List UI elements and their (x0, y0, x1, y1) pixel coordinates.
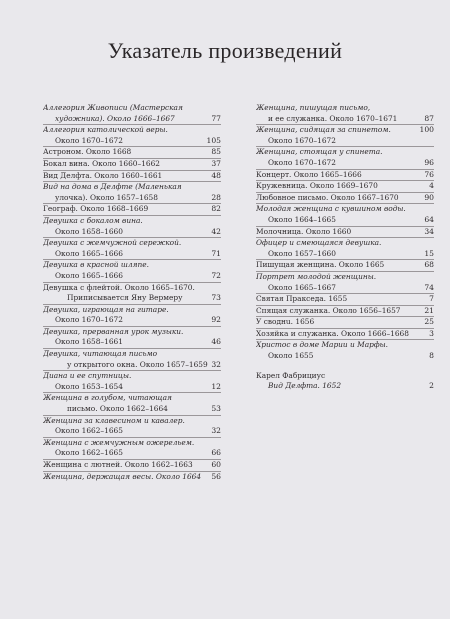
entry-text-line: Девушка, читающая письмо (43, 349, 158, 359)
page-number: 37 (211, 158, 221, 168)
page-number: 74 (424, 282, 434, 292)
index-entry (256, 103, 434, 124)
page-number: 34 (424, 226, 434, 236)
page-number: 42 (211, 226, 221, 236)
index-entry (43, 146, 221, 158)
entry-text-line: Около 1653–1654 (55, 381, 123, 391)
index-entry (256, 226, 434, 238)
entry-text-line: Девушка с бокалом вина. (43, 215, 143, 225)
index-entry (43, 471, 221, 483)
index-entry (43, 170, 221, 182)
page-number: 46 (211, 337, 221, 347)
index-entry (43, 326, 221, 348)
index-entry (256, 371, 434, 382)
entry-text-line: Вид Делфта. Около 1660–1661 (43, 170, 163, 180)
index-entry (43, 158, 221, 170)
page-number: 2 (429, 381, 434, 391)
index-entry (43, 304, 221, 326)
page-number: 100 (419, 125, 434, 135)
page-number: 53 (211, 404, 221, 414)
entry-text-line: Около 1670–1672 (55, 315, 123, 325)
index-entry (256, 203, 434, 225)
entry-text-line: художника). Около 1666–1667 (55, 113, 175, 123)
entry-text-line: Около 1655 (268, 351, 314, 361)
page-number: 96 (424, 157, 434, 167)
page-number: 32 (211, 426, 221, 436)
entry-text-line: Пишущая женщина. Около 1665 (256, 260, 385, 270)
index-entry (256, 259, 434, 271)
entry-text-line: Молодая женщина с кувшином воды. (256, 204, 406, 214)
entry-text-line: Хозяйка и служанка. Около 1666–1668 (256, 328, 409, 338)
page-number: 60 (211, 460, 221, 469)
entry-text-line: Около 1662–1665 (55, 426, 123, 436)
entry-text-line: Офицер и смеющаяся девушка. (256, 238, 382, 248)
entry-text-line: Христос в доме Марии и Марфы. (256, 340, 389, 350)
entry-text-line: Около 1662–1665 (55, 448, 123, 458)
entry-text-line: Вид Делфта. 1652 (268, 381, 342, 391)
entry-text-line: Девушка, играющая на гитаре. (43, 304, 169, 314)
page-number: 48 (211, 170, 221, 180)
index-entry (43, 203, 221, 215)
entry-text-line: Аллегория Живописи (Мастерская (43, 103, 183, 112)
page-number: 12 (211, 381, 221, 391)
index-entry (43, 348, 221, 370)
index-entry (43, 282, 221, 304)
index-entry (256, 328, 434, 340)
index-entry (256, 146, 434, 168)
entry-text-line: Бокал вина. Около 1660–1662 (43, 158, 161, 168)
page-number: 77 (211, 113, 221, 123)
entry-text-line: Около 1657–1660 (268, 248, 336, 258)
index-entry (43, 259, 221, 281)
page-number: 8 (429, 351, 434, 361)
entry-text-line: Около 1670–1672 (268, 135, 336, 145)
index-entry (43, 124, 221, 146)
index-column-left (43, 103, 221, 482)
entry-text-line: Около 1658–1660 (55, 226, 123, 236)
entry-text-line: Около 1665–1666 (55, 248, 123, 258)
index-entry (256, 271, 434, 293)
entry-text-line: Около 1658–1661 (55, 337, 123, 347)
entry-text-line: у открытого окна. Около 1657–1659 (67, 359, 208, 369)
entry-text-line: Девушка, прерванная урок музыки. (43, 326, 184, 336)
index-entry (256, 180, 434, 192)
entry-text-line: Около 1664–1665 (268, 214, 336, 224)
entry-text-line: Девушка с флейтой. Около 1665–1670. (43, 282, 195, 292)
index-entry (43, 215, 221, 237)
page-number: 15 (424, 248, 434, 258)
page-number: 3 (429, 328, 434, 338)
entry-text-line: Около 1670–1672 (55, 135, 123, 145)
index-entry (43, 459, 221, 471)
entry-text-line: Женщина за клавесином и кавалер. (43, 415, 185, 425)
page-number: 25 (424, 317, 434, 327)
entry-text-line: Карел Фабрициус (256, 370, 326, 380)
entry-text-line: Женщина в голубом, читающая (43, 393, 172, 403)
entry-text-line: Портрет молодой женщины. (256, 271, 377, 281)
index-entry (43, 181, 221, 203)
entry-text-line: и ее служанка. Около 1670–1671 (268, 113, 398, 123)
index-entry (256, 237, 434, 259)
entry-text-line: письмо. Около 1662–1664 (67, 404, 168, 414)
index-entry (43, 437, 221, 459)
entry-text-line: У своднu. 1656 (256, 317, 315, 327)
index-entry (256, 124, 434, 146)
entry-text-line: Женщина, держащая весы. Около 1664 (43, 471, 202, 481)
entry-text-line: Спящая служанка. Около 1656–1657 (256, 305, 401, 315)
index-entry (256, 305, 434, 317)
entry-text-line: Астроном. Около 1668 (43, 147, 132, 157)
entry-text-line: Вид на дома в Делфте (Маленькая (43, 182, 182, 192)
page-number: 4 (429, 181, 434, 191)
entry-text-line: Концерт. Около 1665–1666 (256, 169, 362, 179)
page-number: 32 (211, 359, 221, 369)
entry-gap (256, 362, 434, 371)
page-number: 21 (424, 305, 434, 315)
entry-text-line: Женщина, сидящая за спинетом. (256, 125, 391, 135)
entry-text-line: Около 1670–1672 (268, 157, 336, 167)
page-number: 82 (211, 204, 221, 214)
entry-text-line: Молочница. Около 1660 (256, 226, 352, 236)
page-number: 76 (424, 169, 434, 179)
index-entry (256, 169, 434, 181)
index-entry (256, 293, 434, 305)
entry-text-line: Приписывается Яну Вермеру (67, 293, 183, 303)
page-number: 90 (424, 192, 434, 202)
index-entry (256, 192, 434, 204)
index-entry (43, 392, 221, 414)
page-number: 105 (206, 135, 221, 145)
page-number: 92 (211, 315, 221, 325)
index-entry (256, 339, 434, 361)
page-title: Указатель произведений (107, 38, 343, 63)
index-column-right (256, 103, 434, 392)
entry-text-line: Диана и ее спутницы. (43, 371, 132, 381)
page-number: 7 (429, 294, 434, 304)
entry-text-line: Женщина, стоящая у спинета. (256, 147, 383, 157)
page-number: 85 (211, 147, 221, 157)
entry-text-line: Кружевница. Около 1669–1670 (256, 181, 378, 191)
page-number: 66 (211, 448, 221, 458)
entry-text-line: Географ. Около 1668–1669 (43, 204, 149, 214)
entry-text-line: Около 1665–1667 (268, 282, 336, 292)
page-number: 28 (211, 192, 221, 202)
page-number: 87 (424, 113, 434, 123)
index-entry (43, 370, 221, 392)
index-entry (43, 237, 221, 259)
page-number: 68 (424, 260, 434, 270)
entry-text-line: Девушка в красной шляпе. (43, 260, 149, 270)
page-number: 64 (424, 214, 434, 224)
page-number: 56 (211, 471, 221, 481)
page-number: 73 (211, 293, 221, 303)
page-number: 71 (211, 248, 221, 258)
page-number: 72 (211, 270, 221, 280)
index-entry (256, 381, 434, 392)
entry-text-line: улочка). Около 1657–1658 (55, 192, 158, 202)
index-entry (43, 415, 221, 437)
entry-text-line: Женщина с жемчужным ожерельем. (43, 437, 195, 447)
index-entry (43, 103, 221, 124)
entry-text-line: Аллегория католической веры. (43, 125, 168, 135)
entry-text-line: Девушка с жемчужной сережкой. (43, 238, 182, 248)
entry-text-line: Женщина с лютней. Около 1662–1663 (43, 460, 193, 469)
entry-text-line: Женщина, пишущая письмо, (256, 103, 371, 112)
index-entry (256, 316, 434, 328)
entry-text-line: Любовное письмо. Около 1667–1670 (256, 192, 399, 202)
entry-text-line: Около 1665–1666 (55, 270, 123, 280)
entry-text-line: Святая Пракседа. 1655 (256, 294, 348, 304)
